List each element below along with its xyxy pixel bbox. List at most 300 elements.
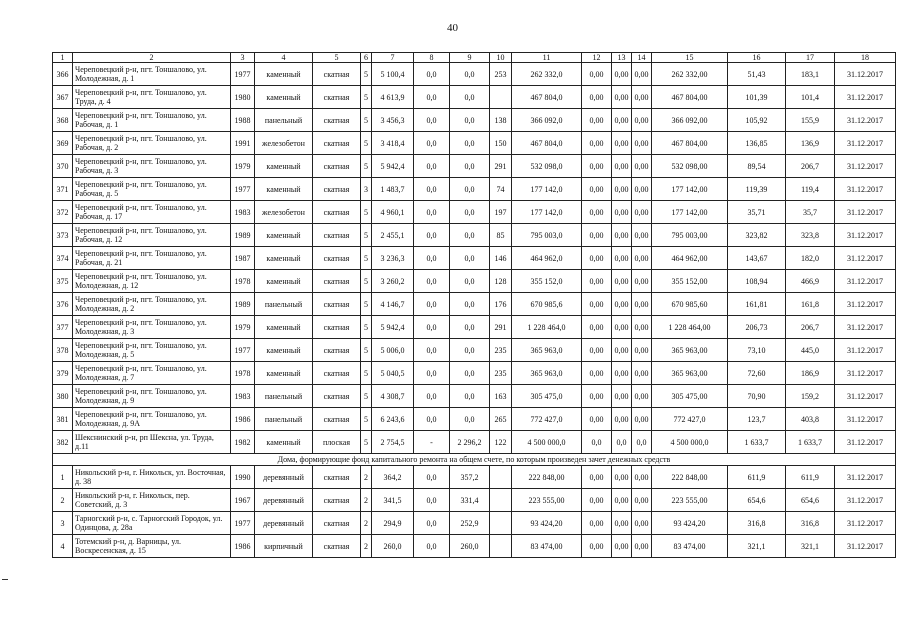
table-cell: скатная [313, 178, 361, 201]
table-cell: 1983 [231, 385, 255, 408]
table-cell: железобетон [255, 201, 313, 224]
address-cell: Череповецкий р-н, пгт. Тоншалово, ул. Рабочая, д. 12 [73, 224, 231, 247]
table-cell: 0,00 [632, 385, 652, 408]
table-cell: 1977 [231, 63, 255, 86]
table-cell: 183,1 [786, 63, 835, 86]
table-cell: скатная [313, 247, 361, 270]
table-cell: 31.12.2017 [835, 201, 896, 224]
table-cell: 611,9 [728, 466, 786, 489]
table-cell: 206,7 [786, 155, 835, 178]
table-row [53, 247, 896, 270]
table-row [53, 132, 896, 155]
table-cell: скатная [313, 224, 361, 247]
table-cell: 31.12.2017 [835, 489, 896, 512]
column-number-10: 10 [490, 53, 512, 63]
table-cell: 0,00 [582, 362, 612, 385]
table-cell: 31.12.2017 [835, 535, 896, 558]
table-cell: каменный [255, 155, 313, 178]
address-cell: Череповецкий р-н, пгт. Тоншалово, ул. Молодежная, д. 12 [73, 270, 231, 293]
column-number-15: 15 [652, 53, 728, 63]
table-cell: 0,0 [450, 178, 490, 201]
table-row [53, 431, 896, 454]
table-cell: скатная [313, 109, 361, 132]
table-cell: 0,0 [450, 316, 490, 339]
row-number-cell: 374 [53, 247, 73, 270]
table-cell: 316,8 [728, 512, 786, 535]
column-number-7: 7 [372, 53, 414, 63]
table-cell: деревянный [255, 489, 313, 512]
row-number-cell: 379 [53, 362, 73, 385]
table-cell: панельный [255, 109, 313, 132]
table-cell: 0,0 [414, 155, 450, 178]
table-cell: 1977 [231, 178, 255, 201]
table-row [53, 270, 896, 293]
column-number-12: 12 [582, 53, 612, 63]
table-cell: 73,10 [728, 339, 786, 362]
table-cell: 0,00 [612, 109, 632, 132]
column-number-6: 6 [361, 53, 372, 63]
table-cell: 2 [361, 466, 372, 489]
table-cell: 1987 [231, 247, 255, 270]
table-cell: 235 [490, 339, 512, 362]
table-cell: 0,0 [450, 224, 490, 247]
table-row [53, 109, 896, 132]
table-row [53, 178, 896, 201]
table-cell: 0,00 [632, 339, 652, 362]
table-cell: 5 006,0 [372, 339, 414, 362]
address-cell: Никольский р-н, г. Никольск, пер. Советский, д. 3 [73, 489, 231, 512]
table-cell: 5 [361, 109, 372, 132]
table-cell: 0,00 [582, 535, 612, 558]
table-cell: скатная [313, 535, 361, 558]
address-cell: Никольский р-н, г. Никольск, ул. Восточная, д. 38 [73, 466, 231, 489]
table-cell: 4 500 000,0 [512, 431, 582, 454]
table-cell: 1990 [231, 466, 255, 489]
table-cell: 654,6 [786, 489, 835, 512]
table-cell: 72,60 [728, 362, 786, 385]
table-cell: скатная [313, 63, 361, 86]
table-cell: 1977 [231, 339, 255, 362]
table-cell: скатная [313, 86, 361, 109]
table-cell: 0,00 [582, 270, 612, 293]
table-cell: 222 848,00 [652, 466, 728, 489]
table-cell [490, 489, 512, 512]
table-cell: 331,4 [450, 489, 490, 512]
table-cell: 5 [361, 270, 372, 293]
table-cell: 0,00 [632, 224, 652, 247]
address-cell: Череповецкий р-н, пгт. Тоншалово, ул. Молодежная, д. 5 [73, 339, 231, 362]
row-number-cell: 372 [53, 201, 73, 224]
table-cell: 3 456,3 [372, 109, 414, 132]
table-cell: 176 [490, 293, 512, 316]
column-number-17: 17 [786, 53, 835, 63]
table-cell: 31.12.2017 [835, 155, 896, 178]
table-row [53, 408, 896, 431]
table-cell: 1986 [231, 408, 255, 431]
table-cell: каменный [255, 247, 313, 270]
table-cell: 611,9 [786, 466, 835, 489]
table-cell: 0,0 [414, 178, 450, 201]
table-cell: 5 942,4 [372, 316, 414, 339]
table-cell: 467 804,0 [512, 86, 582, 109]
table-cell: 0,00 [582, 293, 612, 316]
table-cell: каменный [255, 431, 313, 454]
table-cell: 2 296,2 [450, 431, 490, 454]
table-cell: 223 555,00 [652, 489, 728, 512]
table-cell: 464 962,00 [652, 247, 728, 270]
address-cell: Череповецкий р-н, пгт. Тоншалово, ул. Молодежная, д. 2 [73, 293, 231, 316]
table-row [53, 339, 896, 362]
column-number-4: 4 [255, 53, 313, 63]
table-cell: 355 152,00 [652, 270, 728, 293]
table-cell: 31.12.2017 [835, 224, 896, 247]
row-number-cell: 366 [53, 63, 73, 86]
table-row [53, 224, 896, 247]
table-cell [490, 512, 512, 535]
table-cell: плоская [313, 431, 361, 454]
table-cell: 0,00 [632, 63, 652, 86]
table-cell: 0,00 [582, 512, 612, 535]
table-cell: 5 [361, 63, 372, 86]
table-cell: 365 963,0 [512, 339, 582, 362]
table-cell: 101,39 [728, 86, 786, 109]
address-cell: Череповецкий р-н, пгт. Тоншалово, ул. Рабочая, д. 1 [73, 109, 231, 132]
table-cell: 0,00 [582, 316, 612, 339]
table-cell [490, 466, 512, 489]
table-cell: 0,00 [612, 178, 632, 201]
table-cell [490, 535, 512, 558]
table-cell: 31.12.2017 [835, 247, 896, 270]
address-cell: Череповецкий р-н, пгт. Тоншалово, ул. Труда, д. 4 [73, 86, 231, 109]
table-cell: 466,9 [786, 270, 835, 293]
row-number-cell: 381 [53, 408, 73, 431]
table-cell: 163 [490, 385, 512, 408]
table-cell: 0,00 [582, 339, 612, 362]
table-cell: 5 100,4 [372, 63, 414, 86]
table-cell: 31.12.2017 [835, 362, 896, 385]
table-cell: кирпичный [255, 535, 313, 558]
row-number-cell: 377 [53, 316, 73, 339]
table-cell: 51,43 [728, 63, 786, 86]
table-cell: скатная [313, 362, 361, 385]
table-cell: 0,0 [414, 109, 450, 132]
table-cell: 0,00 [612, 86, 632, 109]
table-cell: 6 243,6 [372, 408, 414, 431]
table-cell: 366 092,0 [512, 109, 582, 132]
table-cell: 0,0 [414, 535, 450, 558]
table-cell: 5 [361, 431, 372, 454]
table-cell: 31.12.2017 [835, 408, 896, 431]
table-cell: 128 [490, 270, 512, 293]
table-cell: 222 848,00 [512, 466, 582, 489]
table-cell: панельный [255, 408, 313, 431]
table-cell: 252,9 [450, 512, 490, 535]
row-number-cell: 370 [53, 155, 73, 178]
table-cell: 0,00 [612, 316, 632, 339]
table-cell: 5 [361, 86, 372, 109]
table-cell: 305 475,0 [512, 385, 582, 408]
table-cell: 177 142,00 [652, 201, 728, 224]
table-cell: каменный [255, 86, 313, 109]
table-cell: 772 427,0 [652, 408, 728, 431]
table-cell: скатная [313, 339, 361, 362]
table-cell: 235 [490, 362, 512, 385]
table-cell: 1 483,7 [372, 178, 414, 201]
table-cell: 146 [490, 247, 512, 270]
table-cell: 0,0 [414, 489, 450, 512]
table-cell: 108,94 [728, 270, 786, 293]
table-cell: 0,00 [582, 178, 612, 201]
table-cell: 0,00 [612, 489, 632, 512]
table-cell: 795 003,0 [512, 224, 582, 247]
section-row [53, 454, 896, 466]
table-cell: 0,0 [414, 339, 450, 362]
table-cell: 1979 [231, 155, 255, 178]
column-number-3: 3 [231, 53, 255, 63]
table-cell: 177 142,00 [652, 178, 728, 201]
table-cell: 654,6 [728, 489, 786, 512]
table-cell: 138 [490, 109, 512, 132]
table-cell: 0,0 [450, 408, 490, 431]
table-cell: 85 [490, 224, 512, 247]
table-row [53, 385, 896, 408]
address-cell: Череповецкий р-н, пгт. Тоншалово, ул. Молодежная, д. 7 [73, 362, 231, 385]
table-cell: 186,9 [786, 362, 835, 385]
table-cell: 260,0 [372, 535, 414, 558]
table-cell: 89,54 [728, 155, 786, 178]
table-cell: 1988 [231, 109, 255, 132]
register-table [52, 52, 896, 558]
table-cell: 260,0 [450, 535, 490, 558]
table-cell: 0,0 [414, 512, 450, 535]
table-cell: 1 633,7 [786, 431, 835, 454]
table-cell: 1977 [231, 512, 255, 535]
table-cell: 123,7 [728, 408, 786, 431]
table-cell: 0,00 [582, 63, 612, 86]
address-cell: Череповецкий р-н, пгт. Тоншалово, ул. Рабочая, д. 5 [73, 178, 231, 201]
table-cell: 365 963,0 [512, 362, 582, 385]
table-cell: 223 555,00 [512, 489, 582, 512]
table-cell: 0,0 [414, 63, 450, 86]
table-cell: 1982 [231, 431, 255, 454]
table-cell: 0,0 [414, 247, 450, 270]
table-cell: 0,00 [632, 408, 652, 431]
table-cell: 0,0 [450, 362, 490, 385]
row-number-cell: 1 [53, 466, 73, 489]
address-cell: Череповецкий р-н, пгт. Тоншалово, ул. Рабочая, д. 21 [73, 247, 231, 270]
table-cell: 83 474,00 [512, 535, 582, 558]
table-cell: 0,0 [450, 339, 490, 362]
table-cell: 0,0 [414, 385, 450, 408]
table-cell: 467 804,00 [652, 132, 728, 155]
table-cell: 403,8 [786, 408, 835, 431]
table-cell: 177 142,0 [512, 178, 582, 201]
table-cell: 0,00 [632, 86, 652, 109]
table-cell: 0,0 [450, 63, 490, 86]
table-cell: 70,90 [728, 385, 786, 408]
table-cell: 0,0 [632, 431, 652, 454]
table-cell: 316,8 [786, 512, 835, 535]
row-number-cell: 369 [53, 132, 73, 155]
table-cell: 31.12.2017 [835, 109, 896, 132]
table-row [53, 362, 896, 385]
table-cell: 4 308,7 [372, 385, 414, 408]
row-number-cell: 3 [53, 512, 73, 535]
table-cell: 1967 [231, 489, 255, 512]
table-cell: 1 228 464,0 [512, 316, 582, 339]
table-cell: скатная [313, 270, 361, 293]
table-cell: 1 633,7 [728, 431, 786, 454]
table-cell: 0,00 [612, 408, 632, 431]
table-row [53, 512, 896, 535]
table-cell: 3 418,4 [372, 132, 414, 155]
table-cell: 0,00 [582, 86, 612, 109]
table-cell: 366 092,00 [652, 109, 728, 132]
table-row [53, 201, 896, 224]
table-cell: 4 146,7 [372, 293, 414, 316]
table-cell: 0,00 [632, 132, 652, 155]
table-cell: 0,0 [450, 109, 490, 132]
address-cell: Тотемский р-н, д. Варницы, ул. Воскресенская, д. 15 [73, 535, 231, 558]
table-cell: 323,82 [728, 224, 786, 247]
table-cell: 0,00 [612, 155, 632, 178]
column-number-8: 8 [414, 53, 450, 63]
table-cell: 177 142,0 [512, 201, 582, 224]
column-number-16: 16 [728, 53, 786, 63]
address-cell: Череповецкий р-н, пгт. Тоншалово, ул. Рабочая, д. 17 [73, 201, 231, 224]
table-cell: 31.12.2017 [835, 293, 896, 316]
table-cell: 136,85 [728, 132, 786, 155]
table-cell: 31.12.2017 [835, 132, 896, 155]
table-cell: 105,92 [728, 109, 786, 132]
table-cell: 2 754,5 [372, 431, 414, 454]
table-cell: 31.12.2017 [835, 339, 896, 362]
table-cell: 0,00 [632, 293, 652, 316]
table-cell: скатная [313, 293, 361, 316]
table-cell: 0,00 [582, 408, 612, 431]
table-row [53, 293, 896, 316]
table-cell: 0,0 [582, 431, 612, 454]
table-cell: 0,0 [414, 362, 450, 385]
table-cell: 0,00 [582, 155, 612, 178]
table-cell: 1986 [231, 535, 255, 558]
table-cell: 0,00 [612, 385, 632, 408]
column-number-2: 2 [73, 53, 231, 63]
table-cell: скатная [313, 489, 361, 512]
table-cell: 670 985,60 [652, 293, 728, 316]
table-cell: 0,00 [632, 466, 652, 489]
table-cell: 0,0 [450, 132, 490, 155]
table-cell: 0,0 [414, 86, 450, 109]
table-cell: 5 [361, 224, 372, 247]
table-cell: 122 [490, 431, 512, 454]
table-cell: 0,0 [450, 86, 490, 109]
address-cell: Шекснинский р-н, рп Шексна, ул. Труда, д.11 [73, 431, 231, 454]
column-number-1: 1 [53, 53, 73, 63]
address-cell: Череповецкий р-н, пгт. Тоншалово, ул. Молодежная, д. 3 [73, 316, 231, 339]
table-cell: 0,00 [632, 362, 652, 385]
table-cell: 150 [490, 132, 512, 155]
table-cell: 0,00 [612, 362, 632, 385]
table-cell: скатная [313, 316, 361, 339]
table-cell: каменный [255, 178, 313, 201]
table-cell: 5 [361, 408, 372, 431]
table-cell: 670 985,6 [512, 293, 582, 316]
table-cell: 0,0 [414, 201, 450, 224]
table-cell: 0,00 [612, 339, 632, 362]
table-cell: 2 [361, 535, 372, 558]
table-cell: 0,00 [582, 489, 612, 512]
table-cell: 0,00 [632, 512, 652, 535]
table-cell: каменный [255, 316, 313, 339]
table-cell: 1991 [231, 132, 255, 155]
table-cell: скатная [313, 408, 361, 431]
table-cell: 4 500 000,0 [652, 431, 728, 454]
table-cell: 0,0 [450, 385, 490, 408]
address-cell: Череповецкий р-н, пгт. Тоншалово, ул. Молодежная, д. 9А [73, 408, 231, 431]
table-cell: 0,0 [414, 293, 450, 316]
row-number-cell: 376 [53, 293, 73, 316]
table-cell: деревянный [255, 466, 313, 489]
column-number-5: 5 [313, 53, 361, 63]
table-cell: 0,0 [450, 293, 490, 316]
table-cell: 0,00 [612, 293, 632, 316]
address-cell: Череповецкий р-н, пгт. Тоншалово, ул. Рабочая, д. 3 [73, 155, 231, 178]
table-cell: железобетон [255, 132, 313, 155]
table-cell: 0,00 [612, 466, 632, 489]
table-cell: 0,00 [612, 224, 632, 247]
table-cell: 5 [361, 385, 372, 408]
table-cell: 136,9 [786, 132, 835, 155]
table-cell: 1989 [231, 293, 255, 316]
address-cell: Череповецкий р-н, пгт. Тоншалово, ул. Молодежная, д. 9 [73, 385, 231, 408]
table-cell: 119,39 [728, 178, 786, 201]
table-cell: 5 [361, 132, 372, 155]
table-cell: 5 [361, 316, 372, 339]
table-cell: 0,00 [632, 201, 652, 224]
row-number-cell: 378 [53, 339, 73, 362]
table-cell: 74 [490, 178, 512, 201]
table-cell: 0,00 [612, 132, 632, 155]
table-cell: 0,0 [612, 431, 632, 454]
table-cell: 1979 [231, 316, 255, 339]
table-cell: 0,0 [414, 466, 450, 489]
address-cell: Череповецкий р-н, пгт. Тоншалово, ул. Рабочая, д. 2 [73, 132, 231, 155]
table-cell: 2 455,1 [372, 224, 414, 247]
table-cell: 291 [490, 155, 512, 178]
table-cell: 365 963,00 [652, 339, 728, 362]
table-cell: 93 424,20 [652, 512, 728, 535]
table-cell: 0,00 [632, 535, 652, 558]
table-cell: 161,8 [786, 293, 835, 316]
table-cell: 0,00 [632, 489, 652, 512]
table-row [53, 86, 896, 109]
row-number-cell: 367 [53, 86, 73, 109]
table-cell: 197 [490, 201, 512, 224]
table-cell: 262 332,00 [652, 63, 728, 86]
table-cell: 119,4 [786, 178, 835, 201]
table-cell: 294,9 [372, 512, 414, 535]
table-cell: 305 475,00 [652, 385, 728, 408]
table-cell: 1983 [231, 201, 255, 224]
row-number-cell: 382 [53, 431, 73, 454]
table-cell: скатная [313, 201, 361, 224]
section-title: Дома, формирующие фонд капитального ремонта на общем счете, по которым произведен зачет денежных средств [53, 454, 896, 466]
table-cell: каменный [255, 362, 313, 385]
table-cell: 5 [361, 293, 372, 316]
table-cell: 0,0 [414, 132, 450, 155]
table-cell: панельный [255, 385, 313, 408]
